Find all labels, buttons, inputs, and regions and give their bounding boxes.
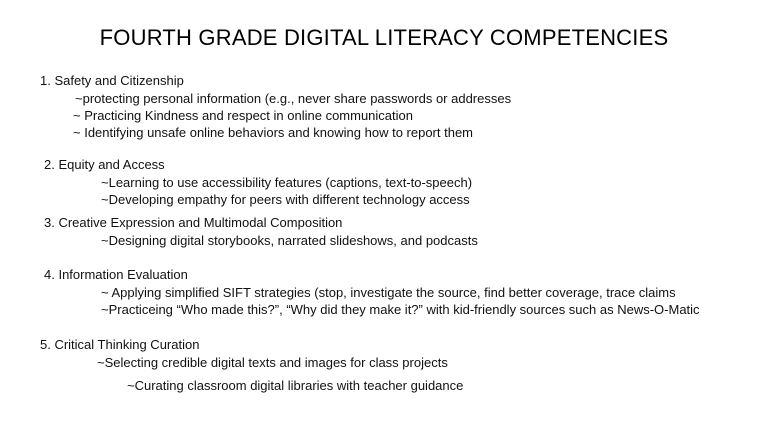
slide-title: FOURTH GRADE DIGITAL LITERACY COMPETENCIES xyxy=(99,25,669,50)
section-5-item-2: ~Curating classroom digital libraries with teacher guidance xyxy=(127,378,464,393)
section-3-heading: 3. Creative Expression and Multimodal Composition xyxy=(44,215,343,230)
section-1-item-3: ~ Identifying unsafe online behaviors and knowing how to report them xyxy=(73,125,474,140)
section-4-heading: 4. Information Evaluation xyxy=(44,267,188,282)
section-1-item-2: ~ Practicing Kindness and respect in online communication xyxy=(73,108,413,123)
section-2-heading: 2. Equity and Access xyxy=(44,157,165,172)
section-1-item-1: ~protecting personal information (e.g., never share passwords or addresses xyxy=(75,91,512,106)
section-4-item-1: ~ Applying simplified SIFT strategies (stop, investigate the source, find better coverage, trace claims xyxy=(101,285,676,300)
section-5-item-1: ~Selecting credible digital texts and images for class projects xyxy=(97,355,448,370)
section-1-heading: 1. Safety and Citizenship xyxy=(40,73,184,88)
section-2-item-1: ~Learning to use accessibility features (captions, text-to-speech) xyxy=(101,175,473,190)
section-5-heading: 5. Critical Thinking Curation xyxy=(40,337,200,352)
section-4-item-2: ~Practiceing “Who made this?”, “Why did they make it?” with kid-friendly sources such as News-O-Matic xyxy=(101,302,700,317)
section-3-item-1: ~Designing digital storybooks, narrated slideshows, and podcasts xyxy=(101,233,478,248)
section-2-item-2: ~Developing empathy for peers with different technology access xyxy=(101,192,470,207)
